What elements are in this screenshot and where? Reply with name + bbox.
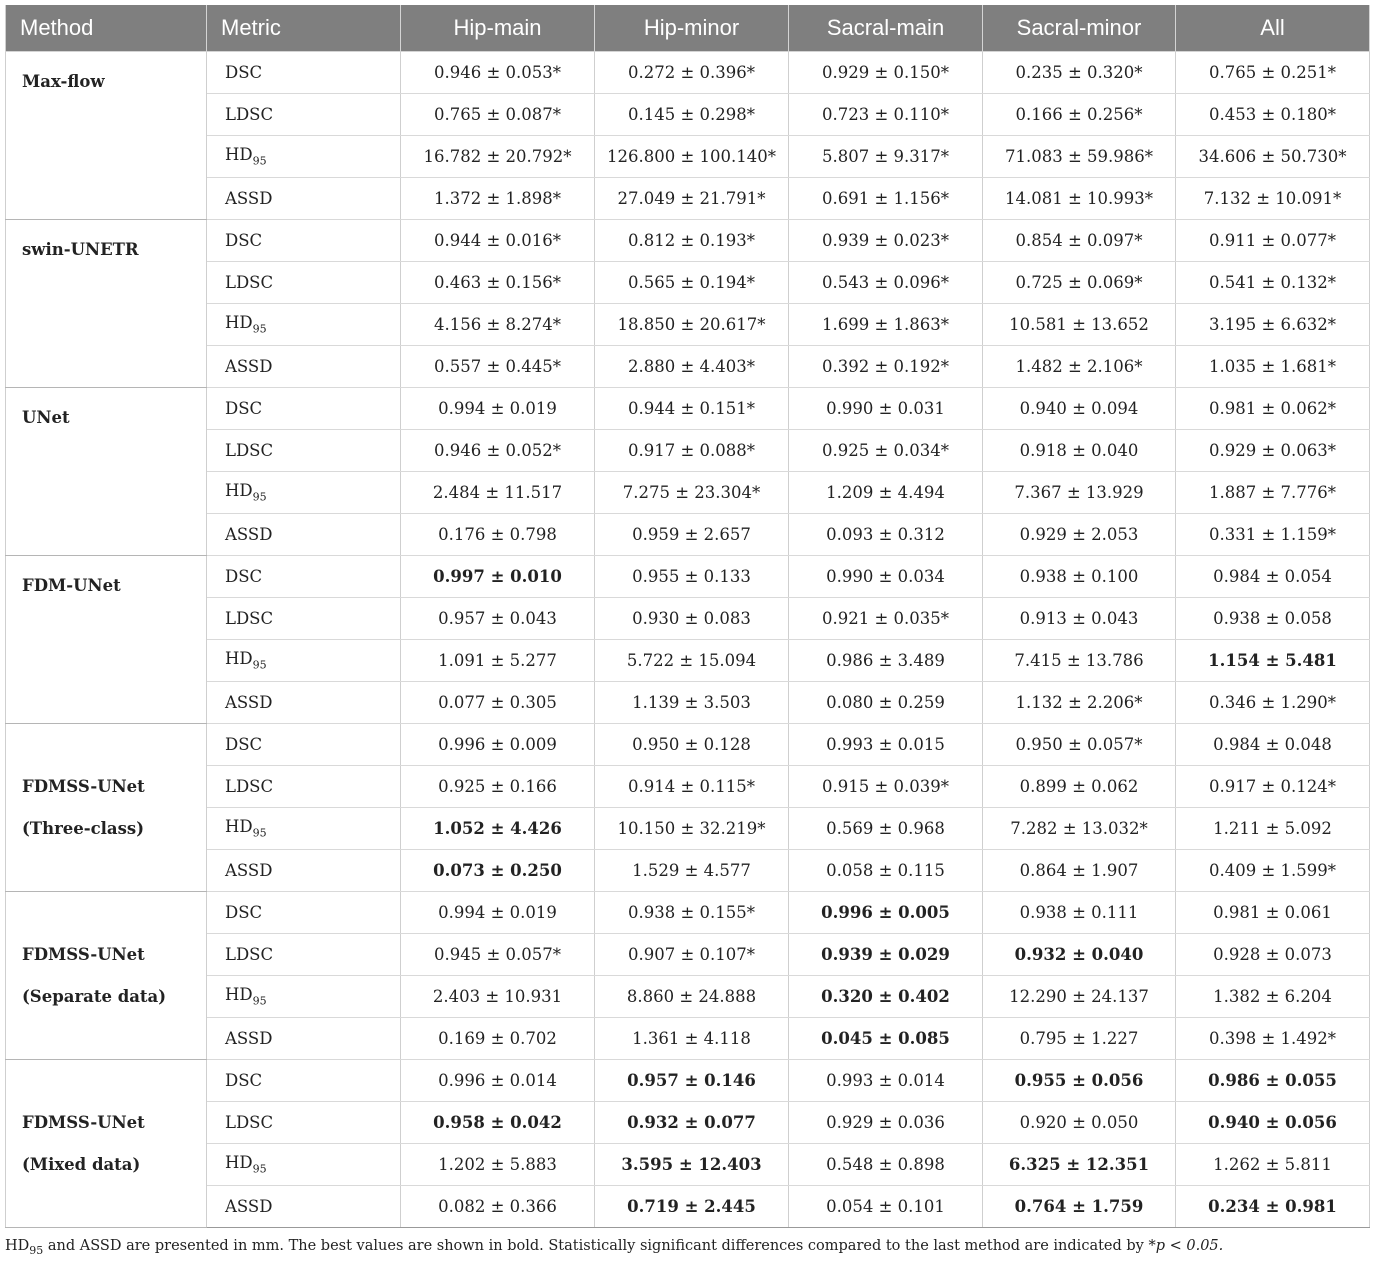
value-cell: 4.156 ± 8.274* bbox=[401, 304, 595, 346]
method-label: (Mixed data) bbox=[22, 1154, 141, 1174]
value-cell: 0.045 ± 0.085 bbox=[789, 1018, 983, 1060]
value-cell: 0.996 ± 0.014 bbox=[401, 1060, 595, 1102]
footnote-hd-sub: 95 bbox=[29, 1243, 44, 1257]
metric-label: DSC bbox=[225, 399, 263, 418]
method-label: (Three-class) bbox=[22, 818, 145, 838]
method-cell bbox=[6, 1060, 207, 1228]
metric-label: ASSD bbox=[225, 861, 273, 880]
value-cell: 0.921 ± 0.035* bbox=[789, 598, 983, 640]
metric-cell bbox=[207, 640, 401, 682]
value-cell: 16.782 ± 20.792* bbox=[401, 136, 595, 178]
table-row bbox=[6, 304, 1370, 346]
metric-label: HD bbox=[225, 649, 253, 669]
value-cell: 0.939 ± 0.029 bbox=[789, 934, 983, 976]
metric-cell bbox=[207, 976, 401, 1018]
table-row bbox=[6, 1060, 1370, 1102]
value-cell: 0.409 ± 1.599* bbox=[1176, 850, 1370, 892]
value-cell: 1.699 ± 1.863* bbox=[789, 304, 983, 346]
header-sacral-main: Sacral-main bbox=[789, 5, 983, 52]
value-cell: 0.940 ± 0.056 bbox=[1176, 1102, 1370, 1144]
header-hip-main: Hip-main bbox=[401, 5, 595, 52]
value-cell: 0.938 ± 0.111 bbox=[983, 892, 1176, 934]
metric-label: HD bbox=[225, 817, 253, 837]
metric-subscript: 95 bbox=[252, 994, 267, 1008]
value-cell: 7.282 ± 13.032* bbox=[983, 808, 1176, 850]
method-label: UNet bbox=[22, 408, 70, 427]
metric-cell bbox=[207, 556, 401, 598]
value-cell: 0.765 ± 0.087* bbox=[401, 94, 595, 136]
value-cell: 3.195 ± 6.632* bbox=[1176, 304, 1370, 346]
table-row bbox=[6, 136, 1370, 178]
value-cell: 0.235 ± 0.320* bbox=[983, 52, 1176, 94]
value-cell: 0.058 ± 0.115 bbox=[789, 850, 983, 892]
table-row bbox=[6, 472, 1370, 514]
value-cell: 0.463 ± 0.156* bbox=[401, 262, 595, 304]
value-cell: 0.765 ± 0.251* bbox=[1176, 52, 1370, 94]
metric-cell bbox=[207, 850, 401, 892]
value-cell: 3.595 ± 12.403 bbox=[595, 1144, 789, 1186]
value-cell: 0.950 ± 0.128 bbox=[595, 724, 789, 766]
value-cell: 7.415 ± 13.786 bbox=[983, 640, 1176, 682]
table-row bbox=[6, 1102, 1370, 1144]
value-cell: 0.925 ± 0.166 bbox=[401, 766, 595, 808]
value-cell: 0.723 ± 0.110* bbox=[789, 94, 983, 136]
metric-cell bbox=[207, 178, 401, 220]
value-cell: 0.565 ± 0.194* bbox=[595, 262, 789, 304]
value-cell: 0.993 ± 0.014 bbox=[789, 1060, 983, 1102]
header-sacral-minor: Sacral-minor bbox=[983, 5, 1176, 52]
table-row bbox=[6, 346, 1370, 388]
value-cell: 7.132 ± 10.091* bbox=[1176, 178, 1370, 220]
value-cell: 1.132 ± 2.206* bbox=[983, 682, 1176, 724]
metric-subscript: 95 bbox=[252, 322, 267, 336]
table-row bbox=[6, 388, 1370, 430]
value-cell: 0.077 ± 0.305 bbox=[401, 682, 595, 724]
metric-label: DSC bbox=[225, 735, 263, 754]
metric-cell bbox=[207, 346, 401, 388]
value-cell: 2.880 ± 4.403* bbox=[595, 346, 789, 388]
table-row bbox=[6, 52, 1370, 94]
value-cell: 1.211 ± 5.092 bbox=[1176, 808, 1370, 850]
table-row bbox=[6, 808, 1370, 850]
metric-cell bbox=[207, 808, 401, 850]
metric-cell bbox=[207, 766, 401, 808]
metric-label: LDSC bbox=[225, 1113, 274, 1132]
value-cell: 0.958 ± 0.042 bbox=[401, 1102, 595, 1144]
metric-label: ASSD bbox=[225, 1029, 273, 1048]
value-cell: 0.166 ± 0.256* bbox=[983, 94, 1176, 136]
footnote-text: and ASSD are presented in mm. The best values are shown in bold. Statistically significant differences compared to the last method are indicated by bbox=[43, 1238, 1149, 1254]
value-cell: 0.932 ± 0.040 bbox=[983, 934, 1176, 976]
value-cell: 0.944 ± 0.151* bbox=[595, 388, 789, 430]
value-cell: 0.938 ± 0.100 bbox=[983, 556, 1176, 598]
metric-label: LDSC bbox=[225, 609, 274, 628]
value-cell: 0.917 ± 0.088* bbox=[595, 430, 789, 472]
value-cell: 0.764 ± 1.759 bbox=[983, 1186, 1176, 1228]
metric-label: HD bbox=[225, 481, 253, 501]
table-row bbox=[6, 556, 1370, 598]
table-row bbox=[6, 94, 1370, 136]
metric-label: ASSD bbox=[225, 693, 273, 712]
value-cell: 8.860 ± 24.888 bbox=[595, 976, 789, 1018]
value-cell: 0.331 ± 1.159* bbox=[1176, 514, 1370, 556]
value-cell: 71.083 ± 59.986* bbox=[983, 136, 1176, 178]
value-cell: 0.986 ± 0.055 bbox=[1176, 1060, 1370, 1102]
value-cell: 0.864 ± 1.907 bbox=[983, 850, 1176, 892]
method-label: FDMSS-UNet bbox=[22, 776, 145, 796]
value-cell: 0.981 ± 0.061 bbox=[1176, 892, 1370, 934]
table-row bbox=[6, 220, 1370, 262]
metric-cell bbox=[207, 430, 401, 472]
value-cell: 0.093 ± 0.312 bbox=[789, 514, 983, 556]
metric-cell bbox=[207, 472, 401, 514]
table-row bbox=[6, 1018, 1370, 1060]
table-row bbox=[6, 640, 1370, 682]
metric-cell bbox=[207, 136, 401, 178]
method-cell bbox=[6, 52, 207, 220]
value-cell: 0.925 ± 0.034* bbox=[789, 430, 983, 472]
value-cell: 0.082 ± 0.366 bbox=[401, 1186, 595, 1228]
header-method: Method bbox=[6, 5, 207, 52]
metric-cell bbox=[207, 388, 401, 430]
value-cell: 0.984 ± 0.048 bbox=[1176, 724, 1370, 766]
value-cell: 1.035 ± 1.681* bbox=[1176, 346, 1370, 388]
table-row bbox=[6, 682, 1370, 724]
table-row bbox=[6, 1144, 1370, 1186]
value-cell: 0.929 ± 0.063* bbox=[1176, 430, 1370, 472]
value-cell: 0.920 ± 0.050 bbox=[983, 1102, 1176, 1144]
value-cell: 34.606 ± 50.730* bbox=[1176, 136, 1370, 178]
value-cell: 7.275 ± 23.304* bbox=[595, 472, 789, 514]
value-cell: 0.986 ± 3.489 bbox=[789, 640, 983, 682]
value-cell: 0.719 ± 2.445 bbox=[595, 1186, 789, 1228]
value-cell: 0.929 ± 0.150* bbox=[789, 52, 983, 94]
value-cell: 0.945 ± 0.057* bbox=[401, 934, 595, 976]
value-cell: 0.984 ± 0.054 bbox=[1176, 556, 1370, 598]
value-cell: 1.372 ± 1.898* bbox=[401, 178, 595, 220]
value-cell: 0.691 ± 1.156* bbox=[789, 178, 983, 220]
value-cell: 0.929 ± 2.053 bbox=[983, 514, 1176, 556]
value-cell: 0.929 ± 0.036 bbox=[789, 1102, 983, 1144]
value-cell: 0.914 ± 0.115* bbox=[595, 766, 789, 808]
value-cell: 0.939 ± 0.023* bbox=[789, 220, 983, 262]
value-cell: 0.320 ± 0.402 bbox=[789, 976, 983, 1018]
table-footnote bbox=[5, 1238, 1223, 1257]
metric-cell bbox=[207, 1144, 401, 1186]
metric-label: HD bbox=[225, 313, 253, 333]
method-label: FDMSS-UNet bbox=[22, 1112, 145, 1132]
table-row bbox=[6, 1186, 1370, 1228]
value-cell: 0.169 ± 0.702 bbox=[401, 1018, 595, 1060]
value-cell: 0.725 ± 0.069* bbox=[983, 262, 1176, 304]
value-cell: 0.176 ± 0.798 bbox=[401, 514, 595, 556]
metric-cell bbox=[207, 262, 401, 304]
metric-label: LDSC bbox=[225, 441, 274, 460]
value-cell: 1.091 ± 5.277 bbox=[401, 640, 595, 682]
value-cell: 1.529 ± 4.577 bbox=[595, 850, 789, 892]
metric-cell bbox=[207, 514, 401, 556]
value-cell: 1.482 ± 2.106* bbox=[983, 346, 1176, 388]
metric-cell bbox=[207, 934, 401, 976]
value-cell: 1.382 ± 6.204 bbox=[1176, 976, 1370, 1018]
value-cell: 0.145 ± 0.298* bbox=[595, 94, 789, 136]
value-cell: 1.887 ± 7.776* bbox=[1176, 472, 1370, 514]
table-row bbox=[6, 976, 1370, 1018]
value-cell: 1.154 ± 5.481 bbox=[1176, 640, 1370, 682]
value-cell: 0.990 ± 0.031 bbox=[789, 388, 983, 430]
table-row bbox=[6, 598, 1370, 640]
value-cell: 126.800 ± 100.140* bbox=[595, 136, 789, 178]
metric-cell bbox=[207, 94, 401, 136]
value-cell: 0.272 ± 0.396* bbox=[595, 52, 789, 94]
table-row bbox=[6, 514, 1370, 556]
metric-label: DSC bbox=[225, 567, 263, 586]
value-cell: 1.262 ± 5.811 bbox=[1176, 1144, 1370, 1186]
value-cell: 0.959 ± 2.657 bbox=[595, 514, 789, 556]
value-cell: 14.081 ± 10.993* bbox=[983, 178, 1176, 220]
table-row bbox=[6, 892, 1370, 934]
metric-label: ASSD bbox=[225, 1197, 273, 1216]
value-cell: 0.541 ± 0.132* bbox=[1176, 262, 1370, 304]
table-row bbox=[6, 430, 1370, 472]
value-cell: 5.807 ± 9.317* bbox=[789, 136, 983, 178]
value-cell: 0.915 ± 0.039* bbox=[789, 766, 983, 808]
value-cell: 0.054 ± 0.101 bbox=[789, 1186, 983, 1228]
value-cell: 0.795 ± 1.227 bbox=[983, 1018, 1176, 1060]
value-cell: 0.234 ± 0.981 bbox=[1176, 1186, 1370, 1228]
value-cell: 0.946 ± 0.053* bbox=[401, 52, 595, 94]
value-cell: 0.453 ± 0.180* bbox=[1176, 94, 1370, 136]
table-row bbox=[6, 766, 1370, 808]
metric-subscript: 95 bbox=[252, 490, 267, 504]
value-cell: 0.994 ± 0.019 bbox=[401, 388, 595, 430]
metric-cell bbox=[207, 304, 401, 346]
value-cell: 0.994 ± 0.019 bbox=[401, 892, 595, 934]
metric-cell bbox=[207, 598, 401, 640]
header-all: All bbox=[1176, 5, 1370, 52]
method-label: swin-UNETR bbox=[22, 240, 139, 259]
method-label: (Separate data) bbox=[22, 986, 167, 1006]
method-cell bbox=[6, 388, 207, 556]
value-cell: 0.854 ± 0.097* bbox=[983, 220, 1176, 262]
value-cell: 0.957 ± 0.146 bbox=[595, 1060, 789, 1102]
method-label: FDMSS-UNet bbox=[22, 944, 145, 964]
value-cell: 1.202 ± 5.883 bbox=[401, 1144, 595, 1186]
metric-label: ASSD bbox=[225, 189, 273, 208]
metric-label: HD bbox=[225, 145, 253, 165]
table-row bbox=[6, 262, 1370, 304]
metric-subscript: 95 bbox=[252, 658, 267, 672]
value-cell: 1.052 ± 4.426 bbox=[401, 808, 595, 850]
method-label: FDM-UNet bbox=[22, 576, 121, 595]
value-cell: 27.049 ± 21.791* bbox=[595, 178, 789, 220]
metric-label: LDSC bbox=[225, 105, 274, 124]
metric-label: DSC bbox=[225, 903, 263, 922]
value-cell: 0.957 ± 0.043 bbox=[401, 598, 595, 640]
value-cell: 0.543 ± 0.096* bbox=[789, 262, 983, 304]
value-cell: 0.907 ± 0.107* bbox=[595, 934, 789, 976]
table-row bbox=[6, 724, 1370, 766]
value-cell: 0.932 ± 0.077 bbox=[595, 1102, 789, 1144]
value-cell: 1.139 ± 3.503 bbox=[595, 682, 789, 724]
metric-label: HD bbox=[225, 985, 253, 1005]
metric-cell bbox=[207, 1060, 401, 1102]
value-cell: 0.899 ± 0.062 bbox=[983, 766, 1176, 808]
metric-subscript: 95 bbox=[252, 1162, 267, 1176]
header-row bbox=[6, 5, 1370, 52]
table-row bbox=[6, 850, 1370, 892]
method-cell bbox=[6, 892, 207, 1060]
method-label: Max-flow bbox=[22, 72, 105, 91]
value-cell: 0.392 ± 0.192* bbox=[789, 346, 983, 388]
metric-label: LDSC bbox=[225, 945, 274, 964]
value-cell: 1.361 ± 4.118 bbox=[595, 1018, 789, 1060]
value-cell: 0.993 ± 0.015 bbox=[789, 724, 983, 766]
value-cell: 0.997 ± 0.010 bbox=[401, 556, 595, 598]
metric-label: DSC bbox=[225, 231, 263, 250]
metric-label: ASSD bbox=[225, 525, 273, 544]
value-cell: 0.080 ± 0.259 bbox=[789, 682, 983, 724]
value-cell: 0.950 ± 0.057* bbox=[983, 724, 1176, 766]
metric-cell bbox=[207, 1102, 401, 1144]
value-cell: 0.981 ± 0.062* bbox=[1176, 388, 1370, 430]
metric-cell bbox=[207, 682, 401, 724]
value-cell: 0.944 ± 0.016* bbox=[401, 220, 595, 262]
metric-subscript: 95 bbox=[252, 154, 267, 168]
value-cell: 18.850 ± 20.617* bbox=[595, 304, 789, 346]
value-cell: 0.955 ± 0.056 bbox=[983, 1060, 1176, 1102]
value-cell: 12.290 ± 24.137 bbox=[983, 976, 1176, 1018]
value-cell: 0.928 ± 0.073 bbox=[1176, 934, 1370, 976]
value-cell: 10.150 ± 32.219* bbox=[595, 808, 789, 850]
value-cell: 0.917 ± 0.124* bbox=[1176, 766, 1370, 808]
value-cell: 2.484 ± 11.517 bbox=[401, 472, 595, 514]
metric-cell bbox=[207, 1186, 401, 1228]
metric-subscript: 95 bbox=[252, 826, 267, 840]
method-cell bbox=[6, 220, 207, 388]
value-cell: 0.940 ± 0.094 bbox=[983, 388, 1176, 430]
value-cell: 0.930 ± 0.083 bbox=[595, 598, 789, 640]
value-cell: 0.911 ± 0.077* bbox=[1176, 220, 1370, 262]
value-cell: 0.938 ± 0.058 bbox=[1176, 598, 1370, 640]
value-cell: 0.073 ± 0.250 bbox=[401, 850, 595, 892]
value-cell: 0.548 ± 0.898 bbox=[789, 1144, 983, 1186]
value-cell: 0.990 ± 0.034 bbox=[789, 556, 983, 598]
value-cell: 0.812 ± 0.193* bbox=[595, 220, 789, 262]
metric-label: LDSC bbox=[225, 273, 274, 292]
value-cell: 10.581 ± 13.652 bbox=[983, 304, 1176, 346]
value-cell: 7.367 ± 13.929 bbox=[983, 472, 1176, 514]
value-cell: 1.209 ± 4.494 bbox=[789, 472, 983, 514]
footnote-significance: *p < 0.05. bbox=[1148, 1238, 1224, 1254]
metric-label: HD bbox=[225, 1153, 253, 1173]
value-cell: 0.946 ± 0.052* bbox=[401, 430, 595, 472]
value-cell: 0.996 ± 0.005 bbox=[789, 892, 983, 934]
footnote-hd: HD bbox=[5, 1238, 30, 1254]
metric-label: DSC bbox=[225, 63, 263, 82]
value-cell: 5.722 ± 15.094 bbox=[595, 640, 789, 682]
metric-cell bbox=[207, 220, 401, 262]
value-cell: 2.403 ± 10.931 bbox=[401, 976, 595, 1018]
value-cell: 0.557 ± 0.445* bbox=[401, 346, 595, 388]
value-cell: 0.569 ± 0.968 bbox=[789, 808, 983, 850]
value-cell: 6.325 ± 12.351 bbox=[983, 1144, 1176, 1186]
value-cell: 0.938 ± 0.155* bbox=[595, 892, 789, 934]
value-cell: 0.346 ± 1.290* bbox=[1176, 682, 1370, 724]
value-cell: 0.398 ± 1.492* bbox=[1176, 1018, 1370, 1060]
results-table bbox=[5, 5, 1370, 1228]
metric-cell bbox=[207, 52, 401, 94]
value-cell: 0.996 ± 0.009 bbox=[401, 724, 595, 766]
header-metric: Metric bbox=[207, 5, 401, 52]
metric-cell bbox=[207, 892, 401, 934]
value-cell: 0.955 ± 0.133 bbox=[595, 556, 789, 598]
metric-cell bbox=[207, 724, 401, 766]
value-cell: 0.918 ± 0.040 bbox=[983, 430, 1176, 472]
method-cell bbox=[6, 556, 207, 724]
header-hip-minor: Hip-minor bbox=[595, 5, 789, 52]
method-cell bbox=[6, 724, 207, 892]
table-row bbox=[6, 934, 1370, 976]
metric-label: LDSC bbox=[225, 777, 274, 796]
table-row bbox=[6, 178, 1370, 220]
metric-label: DSC bbox=[225, 1071, 263, 1090]
metric-label: ASSD bbox=[225, 357, 273, 376]
value-cell: 0.913 ± 0.043 bbox=[983, 598, 1176, 640]
metric-cell bbox=[207, 1018, 401, 1060]
